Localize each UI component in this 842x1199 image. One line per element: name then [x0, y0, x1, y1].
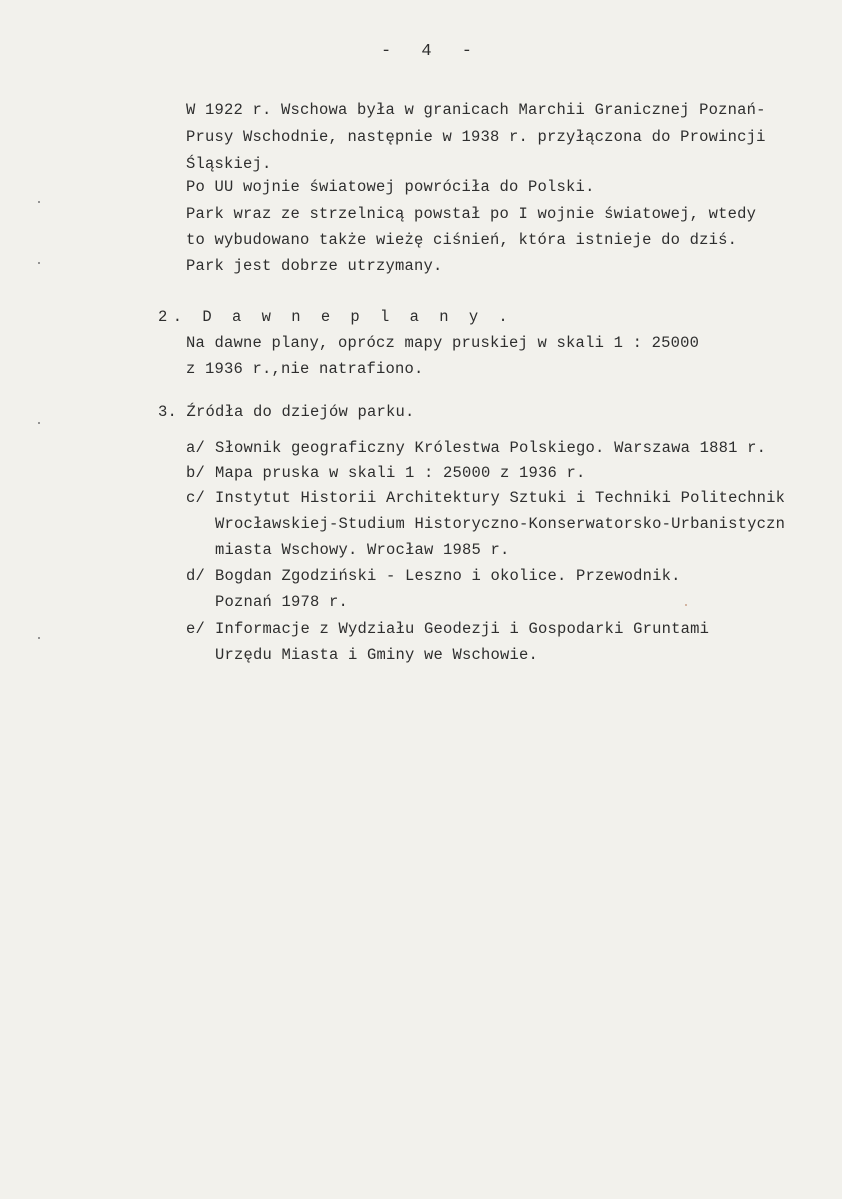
text-line: Bogdan Zgodziński - Leszno i okolice. Przewodnik.: [215, 567, 681, 585]
section-heading: 3. Źródła do dziejów parku.: [158, 403, 415, 421]
text-line: Informacje z Wydziału Geodezji i Gospodarki Gruntami: [215, 620, 710, 638]
margin-mark: [685, 604, 687, 606]
list-marker: e/: [186, 620, 206, 638]
text-line: Wrocławskiej-Studium Historyczno-Konserwatorsko-Urbanistyczn: [215, 515, 786, 533]
list-marker: b/: [186, 464, 206, 482]
page-number: - 4 -: [381, 42, 483, 61]
margin-mark: [38, 637, 40, 639]
text-line: Słownik geograficzny Królestwa Polskiego. Warszawa 1881 r.: [215, 439, 767, 457]
text-line: Park wraz ze strzelnicą powstał po I wojnie światowej, wtedy: [186, 205, 757, 223]
text-line: z 1936 r.,nie natrafiono.: [186, 360, 424, 378]
text-line: Prusy Wschodnie, następnie w 1938 r. przyłączona do Prowincji: [186, 128, 766, 146]
list-marker: c/: [186, 489, 206, 507]
text-line: Urzędu Miasta i Gminy we Wschowie.: [215, 646, 539, 664]
list-marker: d/: [186, 567, 206, 585]
text-line: to wybudowano także wieżę ciśnień, która istnieje do dziś.: [186, 231, 738, 249]
text-line: Park jest dobrze utrzymany.: [186, 257, 443, 275]
text-line: Po UU wojnie światowej powróciła do Polski.: [186, 178, 595, 196]
text-line: Poznań 1978 r.: [215, 593, 349, 611]
text-line: Mapa pruska w skali 1 : 25000 z 1936 r.: [215, 464, 586, 482]
margin-mark: [38, 262, 40, 264]
list-marker: a/: [186, 439, 206, 457]
text-line: miasta Wschowy. Wrocław 1985 r.: [215, 541, 510, 559]
margin-mark: [38, 422, 40, 424]
margin-mark: [38, 201, 40, 203]
text-line: Na dawne plany, oprócz mapy pruskiej w skali 1 : 25000: [186, 334, 700, 352]
text-line: Śląskiej.: [186, 155, 272, 173]
text-line: Instytut Historii Architektury Sztuki i Techniki Politechnik: [215, 489, 786, 507]
section-heading: 2. D a w n e p l a n y .: [158, 308, 514, 326]
text-line: W 1922 r. Wschowa była w granicach Marchii Granicznej Poznań-: [186, 101, 766, 119]
